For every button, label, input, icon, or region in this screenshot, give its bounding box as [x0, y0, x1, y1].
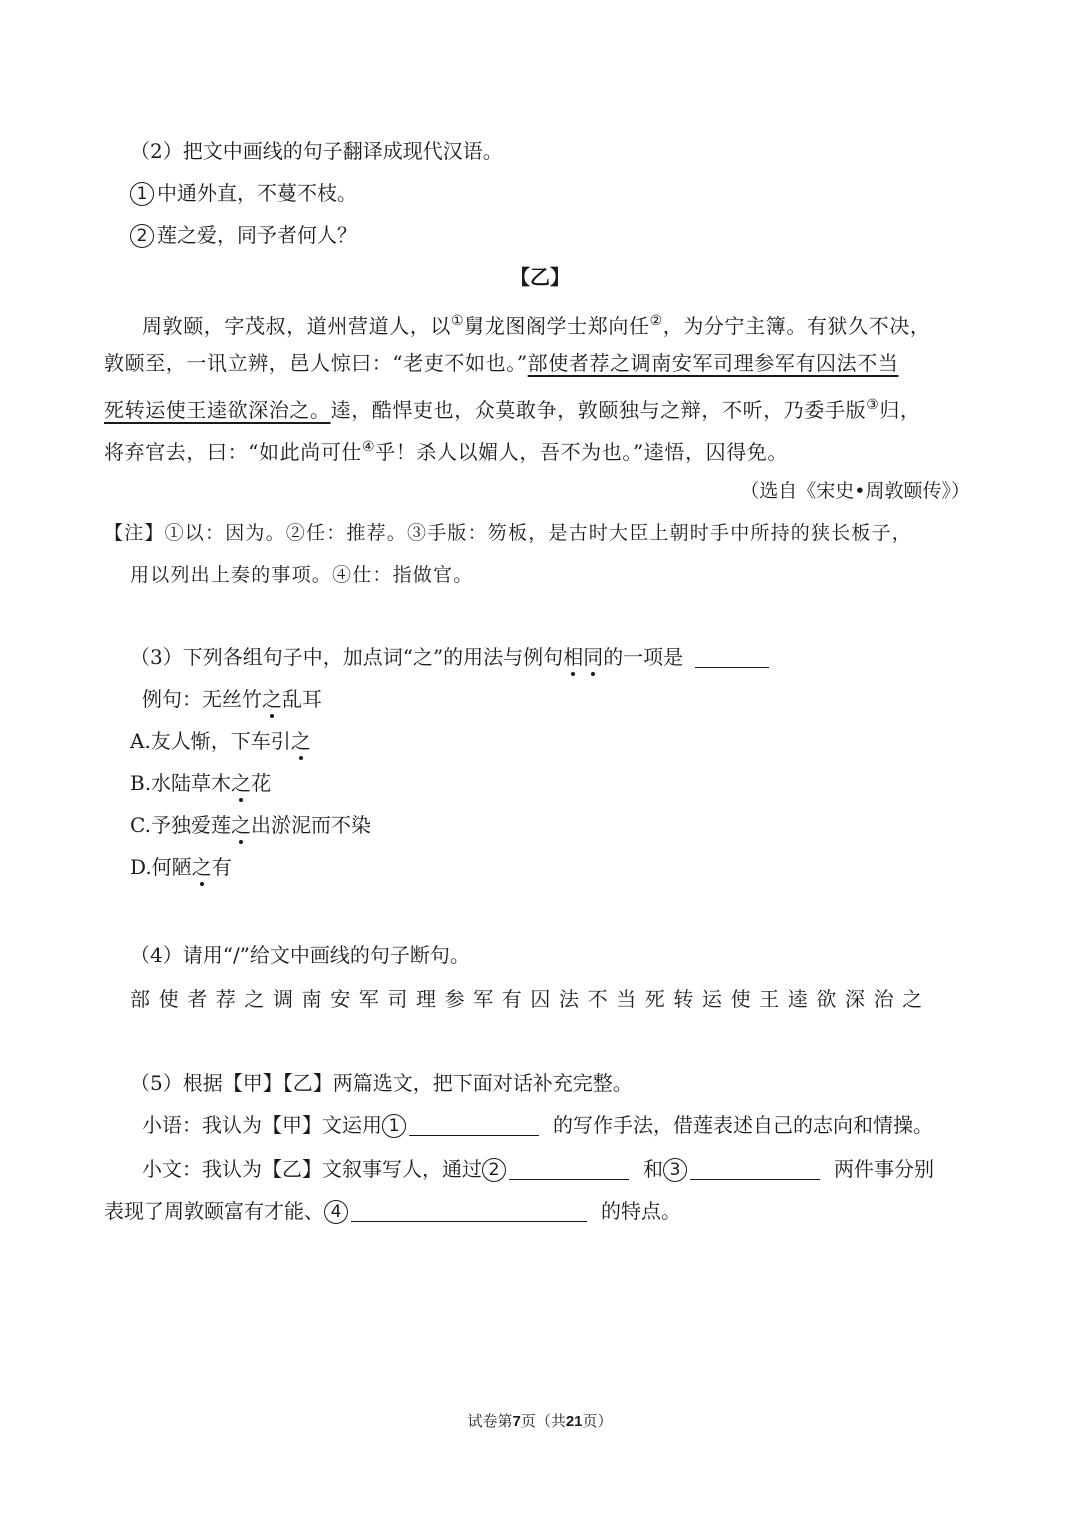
q5-prompt: （5）根据【甲】【乙】两篇选文，把下面对话补充完整。 — [130, 1071, 633, 1095]
text: 逵，酷悍吏也，众莫敢争，敦颐独与之辩，不听，乃委手版 — [330, 398, 867, 422]
passage-line-3 — [104, 390, 921, 425]
text: B.水陆草木 — [130, 771, 232, 795]
text: 将弃官去，曰：“如此尚可仕 — [104, 440, 363, 464]
q2-item-2 — [130, 220, 357, 250]
q3-prompt — [130, 642, 769, 672]
dotted-char: 同 — [583, 645, 604, 669]
text: 敦颐至，一讯立辨，邑人惊曰：“老吏不如也。” — [104, 351, 528, 375]
circled-number: 1 — [130, 182, 154, 206]
dotted-char: 之 — [290, 729, 311, 753]
text: C.予独爱莲 — [130, 813, 231, 837]
footnote-mark: ② — [649, 313, 663, 329]
text: 的特点。 — [601, 1199, 681, 1223]
q3-option-c[interactable] — [130, 810, 371, 840]
text: 花 — [251, 771, 272, 795]
text: 小文：我认为【乙】文叙事写人，通过 — [142, 1157, 482, 1181]
q3-example — [142, 684, 322, 714]
dotted-char: 之 — [262, 687, 282, 711]
q2-item-1-text: 中通外直，不蔓不枝。 — [157, 181, 357, 205]
text: 页（共 — [520, 1412, 566, 1430]
text: 两件事分别 — [834, 1157, 934, 1181]
text: 舅龙图阁学士郑向任 — [464, 314, 650, 338]
q3-option-a[interactable] — [130, 726, 311, 756]
dotted-char: 之 — [191, 855, 212, 879]
text: 表现了周敦颐富有才能、 — [104, 1199, 324, 1223]
page-number: 7 — [512, 1413, 521, 1430]
text: D.何陋 — [130, 855, 192, 879]
underlined-sentence: 死转运使王逵欲深治之。 — [104, 398, 331, 422]
answer-blank[interactable] — [695, 645, 769, 668]
text: 试卷第 — [467, 1412, 513, 1430]
underlined-sentence: 部使者荐之调南安军司理参军有囚法不当 — [527, 351, 899, 375]
passage-line-1 — [142, 306, 931, 341]
circled-number: 2 — [130, 224, 154, 248]
dotted-char: 之 — [231, 771, 252, 795]
q2-item-2-text: 莲之爱，同予者何人？ — [157, 223, 357, 247]
q2-prompt: （2）把文中画线的句子翻译成现代汉语。 — [130, 139, 503, 163]
total-pages: 21 — [565, 1413, 583, 1430]
circled-number: 2 — [482, 1158, 506, 1182]
page-footer — [0, 1410, 1080, 1433]
q4-prompt: （4）请用“/”给文中画线的句子断句。 — [130, 943, 470, 967]
passage-note-1: 【注】①以：因为。②任：推荐。③手版：笏板，是古时大臣上朝时手中所持的狭长板子， — [104, 522, 913, 544]
passage-line-2 — [104, 348, 898, 378]
footnote-mark: ① — [451, 313, 465, 329]
q3-option-d[interactable] — [130, 852, 232, 882]
footnote-mark: ③ — [866, 397, 880, 413]
answer-blank-2[interactable] — [509, 1157, 629, 1180]
answer-blank-3[interactable] — [690, 1157, 820, 1180]
text: 出淤泥而不染 — [250, 813, 371, 837]
q5-line-1 — [142, 1110, 933, 1140]
q5-line-3 — [104, 1196, 681, 1226]
answer-blank-4[interactable] — [351, 1199, 587, 1222]
text: 的一项是 — [603, 645, 684, 669]
text: 乱耳 — [282, 687, 322, 711]
q5-line-2 — [142, 1154, 934, 1184]
passage-note-2: 用以列出上奏的事项。④仕：指做官。 — [130, 564, 474, 586]
answer-blank-1[interactable] — [409, 1113, 539, 1136]
text: 乎！杀人以媚人，吾不为也。”逵悟，囚得免。 — [375, 440, 789, 464]
text: 有 — [211, 855, 232, 879]
circled-number: 4 — [324, 1200, 348, 1224]
text: （3）下列各组句子中，加点词“之”的用法与例句 — [130, 645, 564, 669]
q3-option-b[interactable] — [130, 768, 271, 798]
text: 周敦颐，字茂叔，道州营道人，以 — [142, 314, 451, 338]
q2-item-1 — [130, 178, 357, 208]
text: 和 — [643, 1157, 663, 1181]
text: 例句：无丝竹 — [142, 687, 262, 711]
text: A.友人惭，下车引 — [130, 729, 291, 753]
footnote-mark: ④ — [362, 439, 376, 455]
q4-sentence: 部使者荐之调南安军司理参军有囚法不当死转运使王逵欲深治之 — [130, 987, 931, 1011]
passage-title: 【乙】 — [510, 265, 570, 289]
passage-source: （选自《宋史•周敦颐传》） — [740, 480, 970, 502]
passage-line-4 — [104, 432, 788, 467]
circled-number: 1 — [382, 1114, 406, 1138]
dotted-char: 之 — [230, 813, 251, 837]
circled-number: 3 — [663, 1158, 687, 1182]
text: 归， — [879, 398, 921, 422]
text: 页） — [582, 1412, 613, 1430]
text: ，为分宁主簿。有狱久不决， — [662, 314, 931, 338]
text: 小语：我认为【甲】文运用 — [142, 1113, 382, 1137]
dotted-char: 相 — [563, 645, 584, 669]
text: 的写作手法，借莲表述自己的志向和情操。 — [553, 1113, 933, 1137]
